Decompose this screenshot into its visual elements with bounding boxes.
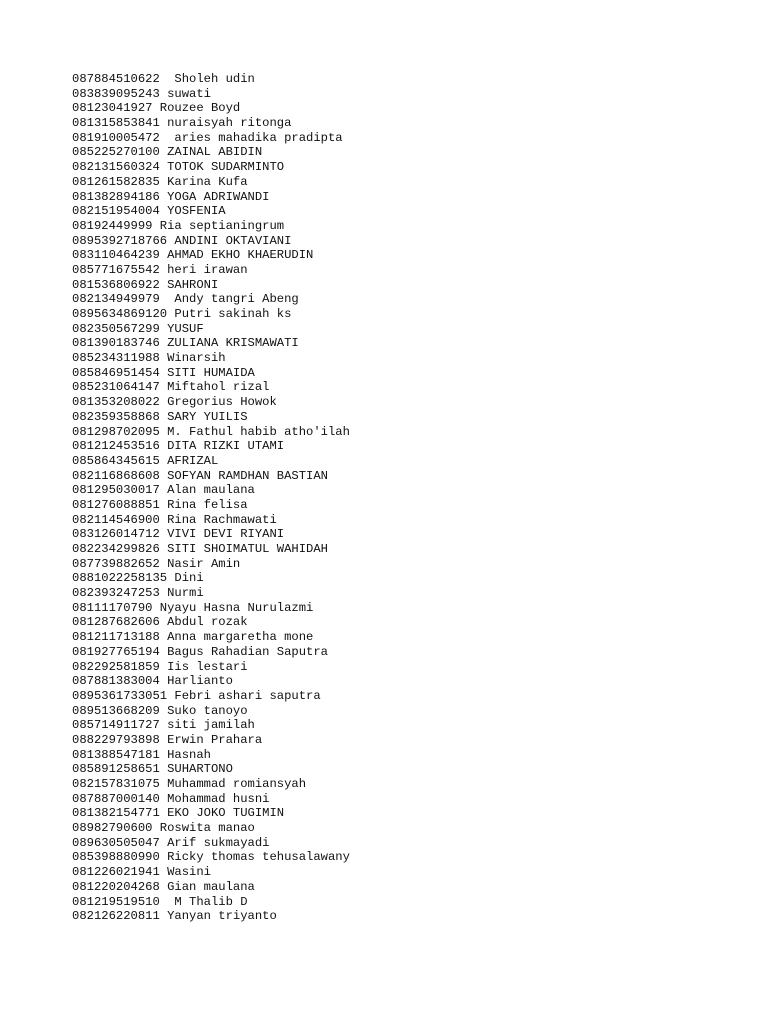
contact-line: 089630505047 Arif sukmayadi bbox=[72, 835, 270, 850]
contact-line: 081910005472 aries mahadika pradipta bbox=[72, 130, 343, 145]
contact-line: 081261582835 Karina Kufa bbox=[72, 174, 248, 189]
contact-line: 082114546900 Rina Rachmawati bbox=[72, 512, 277, 527]
contact-line: 081388547181 Hasnah bbox=[72, 747, 211, 762]
contact-line: 087739882652 Nasir Amin bbox=[72, 556, 241, 571]
contact-line: 082350567299 YUSUF bbox=[72, 321, 204, 336]
contact-line: 085846951454 SITI HUMAIDA bbox=[72, 365, 255, 380]
contact-line: 088229793898 Erwin Prahara bbox=[72, 732, 263, 747]
contact-line: 081287682606 Abdul rozak bbox=[72, 615, 248, 630]
contact-line: 081298702095 M. Fathul habib atho'ilah bbox=[72, 424, 350, 439]
contact-line: 081382154771 EKO JOKO TUGIMIN bbox=[72, 806, 285, 821]
contact-line: 082116868608 SOFYAN RAMDHAN BASTIAN bbox=[72, 468, 328, 483]
contact-line: 081211713188 Anna margaretha mone bbox=[72, 630, 314, 645]
contact-line: 082359358868 SARY YUILIS bbox=[72, 409, 248, 424]
contact-line: 082157831075 Muhammad romiansyah bbox=[72, 777, 307, 791]
contact-line: 083126014712 VIVI DEVI RIYANI bbox=[72, 527, 285, 542]
contact-list bbox=[72, 72, 350, 924]
contact-line: 081315853841 nuraisyah ritonga bbox=[72, 116, 292, 131]
contact-line: 082393247253 Nurmi bbox=[72, 586, 204, 601]
contact-line: 081353208022 Gregorius Howok bbox=[72, 395, 277, 410]
contact-line: 0895361733051 Febri ashari saputra bbox=[72, 688, 321, 703]
contact-line: 085234311988 Winarsih bbox=[72, 351, 226, 366]
contact-line: 081219519510 M Thalib D bbox=[72, 894, 248, 909]
contact-line: 082126220811 Yanyan triyanto bbox=[72, 909, 277, 924]
contact-line: 085231064147 Miftahol rizal bbox=[72, 380, 270, 395]
contact-line: 082151954004 YOSFENIA bbox=[72, 204, 226, 219]
contact-line: 08111170790 Nyayu Hasna Nurulazmi bbox=[72, 600, 314, 615]
contact-line: 081220204268 Gian maulana bbox=[72, 879, 255, 894]
contact-line: 0895634869120 Putri sakinah ks bbox=[72, 307, 292, 321]
contact-line: 081382894186 YOGA ADRIWANDI bbox=[72, 189, 270, 204]
contact-line: 081927765194 Bagus Rahadian Saputra bbox=[72, 644, 328, 659]
contact-line: 085225270100 ZAINAL ABIDIN bbox=[72, 145, 263, 160]
contact-line: 085864345615 AFRIZAL bbox=[72, 453, 219, 468]
contact-line: 087881383004 Harlianto bbox=[72, 674, 233, 689]
contact-line: 0895392718766 ANDINI OKTAVIANI bbox=[72, 233, 292, 248]
contact-line: 089513668209 Suko tanoyo bbox=[72, 703, 248, 718]
contact-line: 087884510622 Sholeh udin bbox=[72, 72, 255, 86]
contact-line: 08123041927 Rouzee Boyd bbox=[72, 101, 241, 116]
contact-line: 085891258651 SUHARTONO bbox=[72, 762, 233, 777]
contact-line: 085714911727 siti jamilah bbox=[72, 718, 255, 733]
contact-line: 081212453516 DITA RIZKI UTAMI bbox=[72, 439, 285, 454]
contact-line: 081276088851 Rina felisa bbox=[72, 497, 248, 512]
contact-line: 082292581859 Iis lestari bbox=[72, 659, 248, 674]
contact-line: 087887000140 Mohammad husni bbox=[72, 791, 270, 806]
contact-line: 081226021941 Wasini bbox=[72, 865, 211, 880]
contact-line: 085398880990 Ricky thomas tehusalawany bbox=[72, 850, 350, 865]
contact-line: 081295030017 Alan maulana bbox=[72, 483, 255, 498]
contact-line: 082234299826 SITI SHOIMATUL WAHIDAH bbox=[72, 542, 328, 556]
contact-line: 083110464239 AHMAD EKHO KHAERUDIN bbox=[72, 248, 314, 263]
contact-line: 08192449999 Ria septianingrum bbox=[72, 218, 285, 233]
contact-line: 083839095243 suwati bbox=[72, 86, 211, 101]
contact-line: 081536806922 SAHRONI bbox=[72, 277, 219, 292]
contact-line: 085771675542 heri irawan bbox=[72, 262, 248, 277]
contact-line: 081390183746 ZULIANA KRISMAWATI bbox=[72, 336, 299, 351]
contact-line: 0881022258135 Dini bbox=[72, 571, 204, 586]
contact-line: 08982790600 Roswita manao bbox=[72, 821, 255, 836]
contact-line: 082131560324 TOTOK SUDARMINTO bbox=[72, 160, 285, 175]
contact-line: 082134949979 Andy tangri Abeng bbox=[72, 292, 299, 307]
